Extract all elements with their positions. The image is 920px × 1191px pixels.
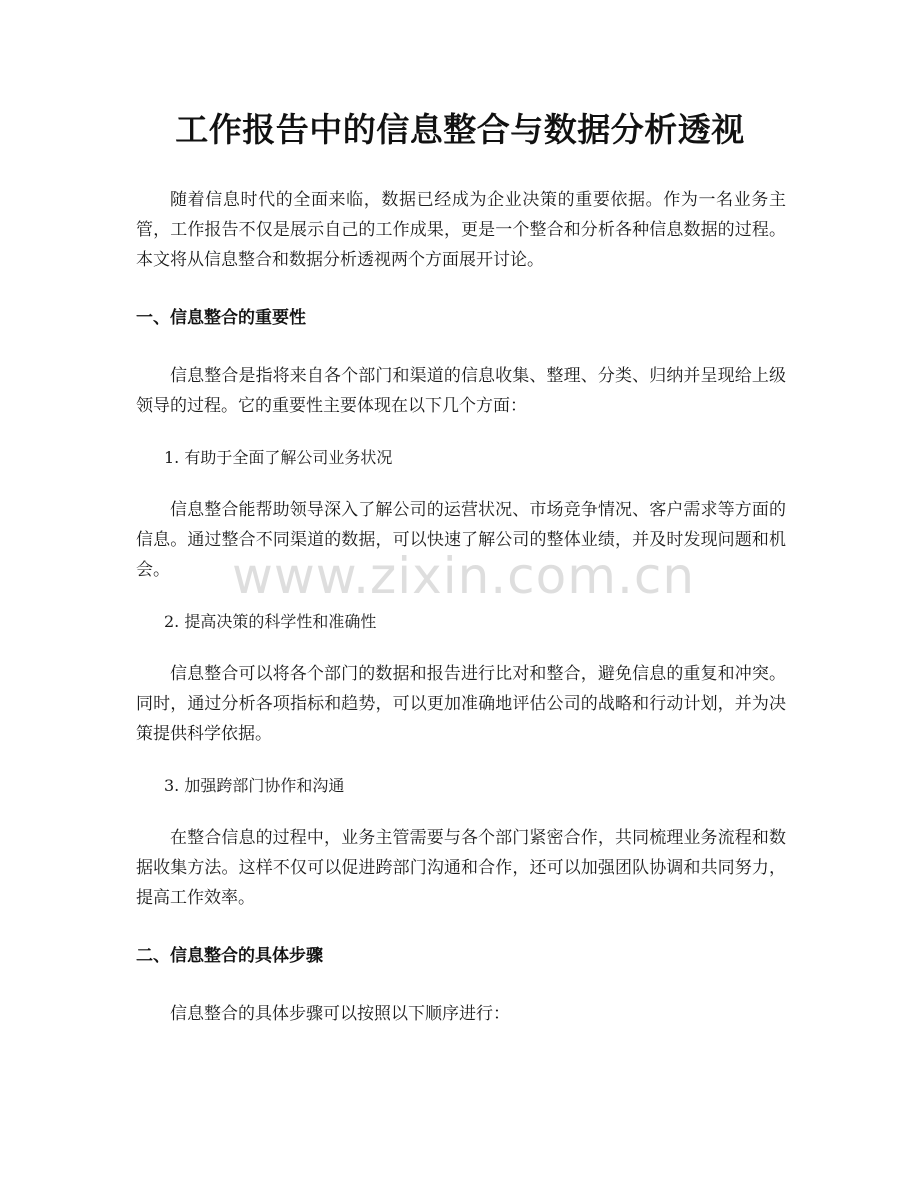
section-1-paragraph: 信息整合是指将来自各个部门和渠道的信息收集、整理、分类、归纳并呈现给上级领导的过程。它的重要性主要体现在以下几个方面： — [136, 366, 786, 416]
document-title: 工作报告中的信息整合与数据分析透视 — [175, 110, 745, 149]
section-1-item-1-label: 1. 有助于全面了解公司业务状况 — [164, 448, 393, 467]
section-1-item-2-text: 信息整合可以将各个部门的数据和报告进行比对和整合，避免信息的重复和冲突。同时，通过分析各项指标和趋势，可以更加准确地评估公司的战略和行动计划，并为决策提供科学依据。 — [136, 664, 786, 744]
section-2-heading: 二、信息整合的具体步骤 — [136, 946, 323, 966]
section-1-item-3-label: 3. 加强跨部门协作和沟通 — [164, 776, 345, 795]
section-1-item-3-text: 在整合信息的过程中，业务主管需要与各个部门紧密合作，共同梳理业务流程和数据收集方法。这样不仅可以促进跨部门沟通和合作，还可以加强团队协调和共同努力，提高工作效率。 — [136, 828, 786, 908]
section-1-heading: 一、信息整合的重要性 — [136, 308, 306, 328]
document-body — [136, 185, 786, 1029]
watermark-text: www.zixin.com.cn — [232, 547, 696, 605]
section-2-paragraph: 信息整合的具体步骤可以按照以下顺序进行： — [170, 1004, 510, 1024]
section-1-item-1-text: 信息整合能帮助领导深入了解公司的运营状况、市场竞争情况、客户需求等方面的信息。通过整合不同渠道的数据，可以快速了解公司的整体业绩，并及时发现问题和机会。 — [136, 500, 786, 580]
intro-paragraph: 随着信息时代的全面来临，数据已经成为企业决策的重要依据。作为一名业务主管，工作报告不仅是展示自己的工作成果，更是一个整合和分析各种信息数据的过程。本文将从信息整合和数据分析透视两个方面展开讨论。 — [136, 190, 786, 270]
section-1-item-2-label: 2. 提高决策的科学性和准确性 — [164, 612, 377, 631]
